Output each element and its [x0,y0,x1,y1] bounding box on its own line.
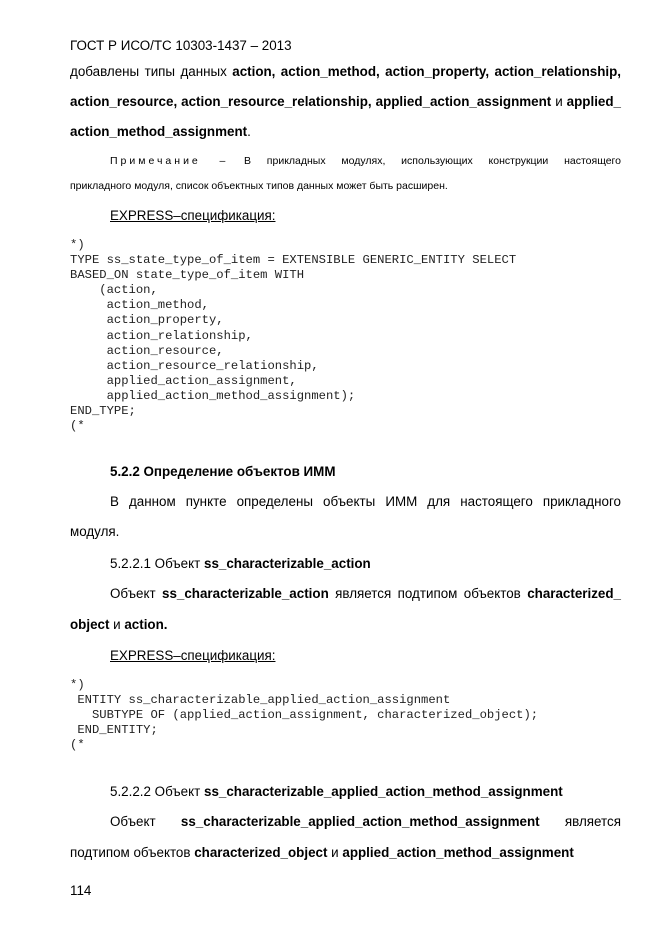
page-number: 114 [70,883,92,898]
document-header: ГОСТ Р ИСО/ТС 10303-1437 – 2013 [70,38,292,53]
subsection-2-line-1 [110,814,621,829]
subsection-1-and: и [109,617,125,632]
intro-line-1 [70,64,621,79]
intro-line-2 [70,94,621,109]
subsection-2-heading [110,784,563,799]
subsection-2-text-b: является [564,814,621,829]
subsection-1-heading [110,556,371,571]
subsection-2-line-2 [70,845,574,860]
note-line-1 [110,155,621,167]
intro-types-2: action_resource, action_resource_relationship, applied_action_assignment [70,94,552,109]
intro-line-3 [70,124,251,139]
note-label: Примечание [110,155,201,167]
express-code-2: *) ENTITY ss_characterizable_applied_action_assignment SUBTYPE OF (applied_action_assignment, characterized_object); END_ENTITY; (* [70,678,539,753]
subsection-1-number: 5.2.2.1 Объект [110,556,204,571]
subsection-2-text-a: Объект [110,814,156,829]
subsection-2-text-c: подтипом объектов [70,845,195,860]
subsection-2-supertype-1: characterized_object [194,845,328,860]
section-heading [110,464,335,479]
subsection-1-entity-ref: ss_characterizable_action [162,586,329,601]
subsection-2-number: 5.2.2.2 Объект [110,784,204,799]
section-para-line-2: модуля. [70,524,120,539]
intro-period: . [247,124,251,139]
express-label-2: EXPRESS–спецификация: [110,648,276,663]
note-line-2: прикладного модуля, список объектных типов данных может быть расширен. [70,180,448,192]
section-para-line-1: В данном пункте определены объекты ИММ для настоящего прикладного [110,494,621,509]
note-dash: – [219,155,226,167]
express-label-1: EXPRESS–спецификация: [110,208,276,223]
intro-types-3: applied_ [566,94,621,109]
section-title: 5.2.2 Определение объектов ИММ [110,464,336,479]
subsection-1-line-2 [70,617,168,632]
subsection-1-supertype-1: characterized_ [527,586,621,601]
subsection-2-and: и [327,845,343,860]
intro-and: и [551,94,567,109]
subsection-1-supertype-2: action. [124,617,168,632]
subsection-2-entity-ref: ss_characterizable_applied_action_method_assignment [180,814,540,829]
subsection-1-line-1 [110,586,621,601]
intro-types-1: action, action_method, action_property, action_relationship, [232,64,621,79]
subsection-1-text-a: Объект [110,586,163,601]
subsection-1-supertype-1b: object [70,617,110,632]
intro-types-4: action_method_assignment [70,124,248,139]
note-text-1: В прикладных модулях, использующих конструкции настоящего [244,155,621,167]
subsection-1-text-b: является подтипом объектов [328,586,528,601]
express-code-1: *) TYPE ss_state_type_of_item = EXTENSIBLE GENERIC_ENTITY SELECT BASED_ON state_type_of_item WITH (action, action_method, action_property, action_relationship, action_resource, action_resource_relationship, applied_action_assignment, applied_action_method_assignment); END_TYPE; (* [70,238,517,434]
intro-text: добавлены типы данных [70,64,233,79]
subsection-2-entity: ss_characterizable_applied_action_method_assignment [204,784,563,799]
subsection-2-supertype-2: applied_action_method_assignment [342,845,574,860]
subsection-1-entity: ss_characterizable_action [204,556,371,571]
